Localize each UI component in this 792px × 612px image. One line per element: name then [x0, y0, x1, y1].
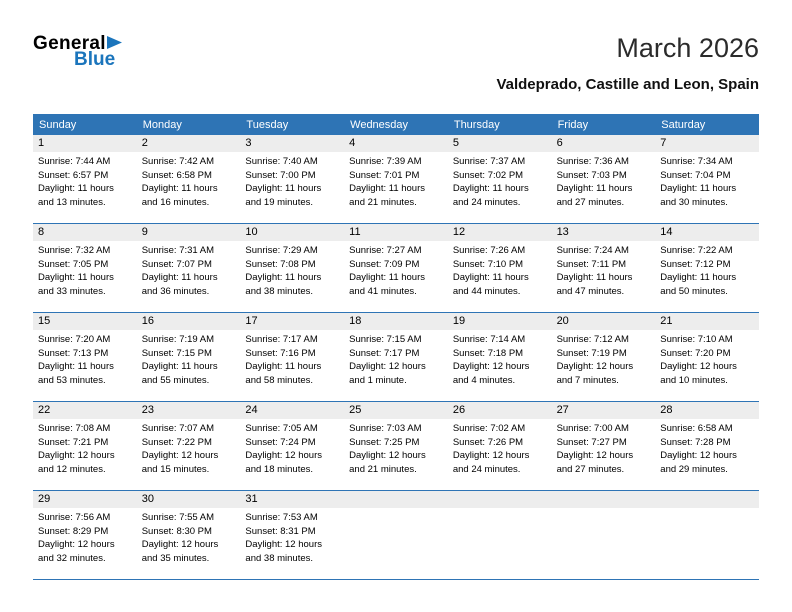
- calendar-day-cell: [448, 224, 552, 312]
- day-details: [240, 152, 344, 217]
- calendar-day-cell: [552, 313, 656, 401]
- day-details: [448, 241, 552, 306]
- day-details: [137, 419, 241, 484]
- calendar-day-cell: [448, 135, 552, 223]
- weekday-monday: Monday: [142, 118, 182, 131]
- sunset-text: Sunset: 7:16 PM: [245, 347, 316, 359]
- sunrise-text: Sunrise: 7:24 AM: [556, 245, 629, 256]
- day-details: [344, 330, 448, 395]
- calendar-day-cell: [552, 135, 656, 223]
- day-number: 16: [137, 313, 241, 330]
- day-details: [344, 419, 448, 484]
- calendar-day-cell: [33, 224, 137, 312]
- calendar-day-cell: [33, 135, 137, 223]
- calendar-day-cell: [655, 224, 759, 312]
- sunset-text: Sunset: 8:29 PM: [38, 525, 109, 537]
- daylight-text: Daylight: 11 hours and 30 minutes.: [660, 183, 737, 208]
- calendar-day-cell: [240, 224, 344, 312]
- sunset-text: Sunset: 6:57 PM: [38, 169, 109, 181]
- day-details: [137, 152, 241, 217]
- day-number: 23: [137, 402, 241, 419]
- calendar-grid: [33, 114, 759, 580]
- day-number: 2: [137, 135, 241, 152]
- sunrise-text: Sunrise: 7:31 AM: [141, 245, 215, 256]
- calendar-day-cell: [655, 135, 759, 223]
- general-blue-logo: [33, 34, 122, 69]
- sunset-text: Sunset: 7:07 PM: [141, 258, 212, 270]
- daylight-text: Daylight: 11 hours and 58 minutes.: [245, 361, 322, 386]
- daylight-text: Daylight: 11 hours and 16 minutes.: [141, 183, 218, 208]
- sunrise-text: Sunrise: 7:05 AM: [245, 423, 318, 434]
- day-details: [552, 241, 656, 306]
- day-number: 7: [655, 135, 759, 152]
- sunrise-text: Sunrise: 7:37 AM: [452, 156, 526, 167]
- sunrise-text: Sunrise: 7:36 AM: [556, 156, 629, 167]
- sunset-text: Sunset: 7:27 PM: [556, 436, 627, 448]
- sunrise-text: Sunrise: 7:20 AM: [38, 334, 111, 345]
- daylight-text: Daylight: 12 hours and 7 minutes.: [556, 361, 634, 386]
- day-number: 3: [240, 135, 344, 152]
- calendar-day-cell: [344, 402, 448, 490]
- calendar-day-cell: [344, 313, 448, 401]
- sunset-text: Sunset: 7:17 PM: [349, 347, 420, 359]
- daylight-text: Daylight: 12 hours and 21 minutes.: [349, 450, 426, 475]
- calendar-day-cell: [552, 224, 656, 312]
- week-row: [33, 491, 759, 580]
- sunset-text: Sunset: 7:25 PM: [349, 436, 420, 448]
- calendar-day-cell: [137, 313, 241, 401]
- sunrise-text: Sunrise: 7:32 AM: [38, 245, 111, 256]
- calendar-day-cell: [655, 402, 759, 490]
- day-details: [344, 241, 448, 306]
- sunrise-text: Sunrise: 7:27 AM: [349, 245, 422, 256]
- sunrise-text: Sunrise: 7:02 AM: [452, 423, 526, 434]
- calendar-day-cell: [448, 402, 552, 490]
- sunset-text: Sunset: 7:03 PM: [556, 169, 627, 181]
- day-details: [655, 508, 759, 519]
- sunset-text: Sunset: 7:04 PM: [660, 169, 731, 181]
- sunrise-text: Sunrise: 7:26 AM: [452, 245, 526, 256]
- calendar-day-cell: [33, 402, 137, 490]
- calendar-day-cell: [448, 313, 552, 401]
- month-title: March 2026: [616, 33, 759, 63]
- calendar-day-cell: [240, 402, 344, 490]
- day-number: 17: [240, 313, 344, 330]
- sunrise-text: Sunrise: 7:22 AM: [660, 245, 733, 256]
- sunrise-text: Sunrise: 7:53 AM: [245, 512, 318, 523]
- daylight-text: Daylight: 12 hours and 35 minutes.: [141, 539, 219, 564]
- sunset-text: Sunset: 8:31 PM: [245, 525, 316, 537]
- sunset-text: Sunset: 7:09 PM: [349, 258, 420, 270]
- daylight-text: Daylight: 11 hours and 38 minutes.: [245, 272, 322, 297]
- day-details: [448, 152, 552, 217]
- sunrise-text: Sunrise: 7:08 AM: [38, 423, 111, 434]
- day-details: [240, 508, 344, 573]
- logo-text-general: General: [33, 33, 106, 54]
- logo-text-blue: Blue: [74, 49, 116, 70]
- weekday-header-row: [33, 114, 759, 135]
- sunset-text: Sunset: 7:12 PM: [660, 258, 731, 270]
- calendar-day-cell: [344, 224, 448, 312]
- day-number: 8: [33, 224, 137, 241]
- day-number: 14: [655, 224, 759, 241]
- day-details: [655, 241, 759, 306]
- day-number: 21: [655, 313, 759, 330]
- day-details: [552, 419, 656, 484]
- daylight-text: Daylight: 11 hours and 41 minutes.: [349, 272, 426, 297]
- sunrise-text: Sunrise: 7:29 AM: [245, 245, 318, 256]
- daylight-text: Daylight: 11 hours and 33 minutes.: [38, 272, 114, 297]
- daylight-text: Daylight: 12 hours and 1 minute.: [349, 361, 426, 386]
- day-number: 27: [552, 402, 656, 419]
- calendar-day-cell: [137, 224, 241, 312]
- day-number: 6: [552, 135, 656, 152]
- calendar-day-cell: [137, 402, 241, 490]
- sunset-text: Sunset: 7:18 PM: [452, 347, 524, 359]
- sunrise-text: Sunrise: 7:14 AM: [452, 334, 526, 345]
- daylight-text: Daylight: 11 hours and 55 minutes.: [141, 361, 218, 386]
- sunset-text: Sunset: 7:15 PM: [141, 347, 212, 359]
- day-details: [655, 330, 759, 395]
- sunset-text: Sunset: 7:13 PM: [38, 347, 109, 359]
- week-row: [33, 402, 759, 491]
- day-details: [448, 419, 552, 484]
- day-number: 12: [448, 224, 552, 241]
- day-number: 13: [552, 224, 656, 241]
- weekday-saturday: Saturday: [661, 118, 706, 131]
- day-number: [655, 491, 759, 508]
- sunset-text: Sunset: 6:58 PM: [141, 169, 212, 181]
- calendar-empty-cell: [552, 491, 656, 579]
- weekday-friday: Friday: [557, 118, 589, 131]
- calendar-day-cell: [33, 491, 137, 579]
- day-number: [448, 491, 552, 508]
- calendar-page: [33, 0, 759, 580]
- day-details: [552, 508, 656, 519]
- sunrise-text: Sunrise: 7:44 AM: [38, 156, 111, 167]
- day-details: [552, 152, 656, 217]
- sunset-text: Sunset: 7:28 PM: [660, 436, 731, 448]
- sunrise-text: Sunrise: 7:03 AM: [349, 423, 422, 434]
- sunset-text: Sunset: 7:02 PM: [452, 169, 524, 181]
- day-details: [33, 508, 137, 573]
- calendar-day-cell: [344, 135, 448, 223]
- daylight-text: Daylight: 11 hours and 36 minutes.: [141, 272, 218, 297]
- sunrise-text: Sunrise: 7:12 AM: [556, 334, 629, 345]
- sunset-text: Sunset: 8:30 PM: [141, 525, 212, 537]
- daylight-text: Daylight: 11 hours and 19 minutes.: [245, 183, 322, 208]
- calendar-day-cell: [33, 313, 137, 401]
- day-number: 20: [552, 313, 656, 330]
- top-bar: [33, 34, 759, 100]
- sunset-text: Sunset: 7:01 PM: [349, 169, 420, 181]
- daylight-text: Daylight: 12 hours and 12 minutes.: [38, 450, 115, 475]
- day-details: [33, 419, 137, 484]
- day-number: 24: [240, 402, 344, 419]
- daylight-text: Daylight: 12 hours and 38 minutes.: [245, 539, 322, 564]
- day-details: [344, 152, 448, 217]
- day-details: [33, 152, 137, 217]
- daylight-text: Daylight: 12 hours and 10 minutes.: [660, 361, 737, 386]
- day-number: [344, 491, 448, 508]
- daylight-text: Daylight: 11 hours and 47 minutes.: [556, 272, 633, 297]
- day-number: 10: [240, 224, 344, 241]
- daylight-text: Daylight: 12 hours and 29 minutes.: [660, 450, 737, 475]
- weekday-thursday: Thursday: [453, 118, 500, 131]
- day-details: [655, 152, 759, 217]
- calendar-day-cell: [655, 313, 759, 401]
- daylight-text: Daylight: 11 hours and 24 minutes.: [452, 183, 529, 208]
- day-number: 26: [448, 402, 552, 419]
- daylight-text: Daylight: 12 hours and 18 minutes.: [245, 450, 322, 475]
- day-details: [137, 241, 241, 306]
- daylight-text: Daylight: 12 hours and 24 minutes.: [452, 450, 530, 475]
- calendar-day-cell: [240, 135, 344, 223]
- daylight-text: Daylight: 12 hours and 27 minutes.: [556, 450, 634, 475]
- sunset-text: Sunset: 7:00 PM: [245, 169, 316, 181]
- sunset-text: Sunset: 7:26 PM: [452, 436, 524, 448]
- day-number: 28: [655, 402, 759, 419]
- calendar-day-cell: [137, 491, 241, 579]
- sunrise-text: Sunrise: 7:19 AM: [141, 334, 215, 345]
- calendar-day-cell: [240, 313, 344, 401]
- sunrise-text: Sunrise: 7:07 AM: [141, 423, 215, 434]
- day-details: [240, 330, 344, 395]
- day-number: 18: [344, 313, 448, 330]
- day-details: [33, 241, 137, 306]
- sunrise-text: Sunrise: 7:39 AM: [349, 156, 422, 167]
- daylight-text: Daylight: 11 hours and 27 minutes.: [556, 183, 633, 208]
- sunrise-text: Sunrise: 7:55 AM: [141, 512, 215, 523]
- sunset-text: Sunset: 7:19 PM: [556, 347, 627, 359]
- title-block: [496, 34, 759, 93]
- day-number: 30: [137, 491, 241, 508]
- day-number: 29: [33, 491, 137, 508]
- calendar-weeks: [33, 135, 759, 580]
- weekday-wednesday: Wednesday: [350, 118, 409, 131]
- daylight-text: Daylight: 11 hours and 21 minutes.: [349, 183, 426, 208]
- daylight-text: Daylight: 11 hours and 13 minutes.: [38, 183, 114, 208]
- day-number: 19: [448, 313, 552, 330]
- sunset-text: Sunset: 7:24 PM: [245, 436, 316, 448]
- day-number: [552, 491, 656, 508]
- day-number: 15: [33, 313, 137, 330]
- day-details: [552, 330, 656, 395]
- week-row: [33, 313, 759, 402]
- sunrise-text: Sunrise: 7:10 AM: [660, 334, 733, 345]
- sunrise-text: Sunrise: 6:58 AM: [660, 423, 733, 434]
- day-number: 4: [344, 135, 448, 152]
- day-details: [137, 330, 241, 395]
- calendar-empty-cell: [344, 491, 448, 579]
- day-details: [33, 330, 137, 395]
- sunset-text: Sunset: 7:20 PM: [660, 347, 731, 359]
- sunset-text: Sunset: 7:21 PM: [38, 436, 109, 448]
- day-details: [655, 419, 759, 484]
- day-number: 5: [448, 135, 552, 152]
- sunset-text: Sunset: 7:10 PM: [452, 258, 524, 270]
- day-details: [240, 241, 344, 306]
- day-number: 9: [137, 224, 241, 241]
- calendar-day-cell: [552, 402, 656, 490]
- calendar-day-cell: [240, 491, 344, 579]
- daylight-text: Daylight: 11 hours and 50 minutes.: [660, 272, 737, 297]
- daylight-text: Daylight: 11 hours and 53 minutes.: [38, 361, 114, 386]
- location-subtitle: Valdeprado, Castille and Leon, Spain: [496, 75, 759, 93]
- week-row: [33, 224, 759, 313]
- day-number: 25: [344, 402, 448, 419]
- daylight-text: Daylight: 12 hours and 4 minutes.: [452, 361, 530, 386]
- week-row: [33, 135, 759, 224]
- calendar-empty-cell: [448, 491, 552, 579]
- calendar-day-cell: [137, 135, 241, 223]
- sunrise-text: Sunrise: 7:00 AM: [556, 423, 629, 434]
- day-details: [344, 508, 448, 519]
- day-number: 22: [33, 402, 137, 419]
- day-details: [240, 419, 344, 484]
- daylight-text: Daylight: 11 hours and 44 minutes.: [452, 272, 529, 297]
- weekday-tuesday: Tuesday: [246, 118, 289, 131]
- sunrise-text: Sunrise: 7:34 AM: [660, 156, 733, 167]
- daylight-text: Daylight: 12 hours and 32 minutes.: [38, 539, 115, 564]
- daylight-text: Daylight: 12 hours and 15 minutes.: [141, 450, 219, 475]
- sunset-text: Sunset: 7:11 PM: [556, 258, 627, 270]
- calendar-empty-cell: [655, 491, 759, 579]
- sunset-text: Sunset: 7:22 PM: [141, 436, 212, 448]
- sunset-text: Sunset: 7:08 PM: [245, 258, 316, 270]
- day-details: [448, 508, 552, 519]
- day-details: [137, 508, 241, 573]
- sunrise-text: Sunrise: 7:17 AM: [245, 334, 318, 345]
- day-details: [448, 330, 552, 395]
- sunset-text: Sunset: 7:05 PM: [38, 258, 109, 270]
- day-number: 11: [344, 224, 448, 241]
- sunrise-text: Sunrise: 7:15 AM: [349, 334, 422, 345]
- day-number: 31: [240, 491, 344, 508]
- sunrise-text: Sunrise: 7:42 AM: [141, 156, 215, 167]
- weekday-sunday: Sunday: [39, 118, 77, 131]
- day-number: 1: [33, 135, 137, 152]
- sunrise-text: Sunrise: 7:40 AM: [245, 156, 318, 167]
- sunrise-text: Sunrise: 7:56 AM: [38, 512, 111, 523]
